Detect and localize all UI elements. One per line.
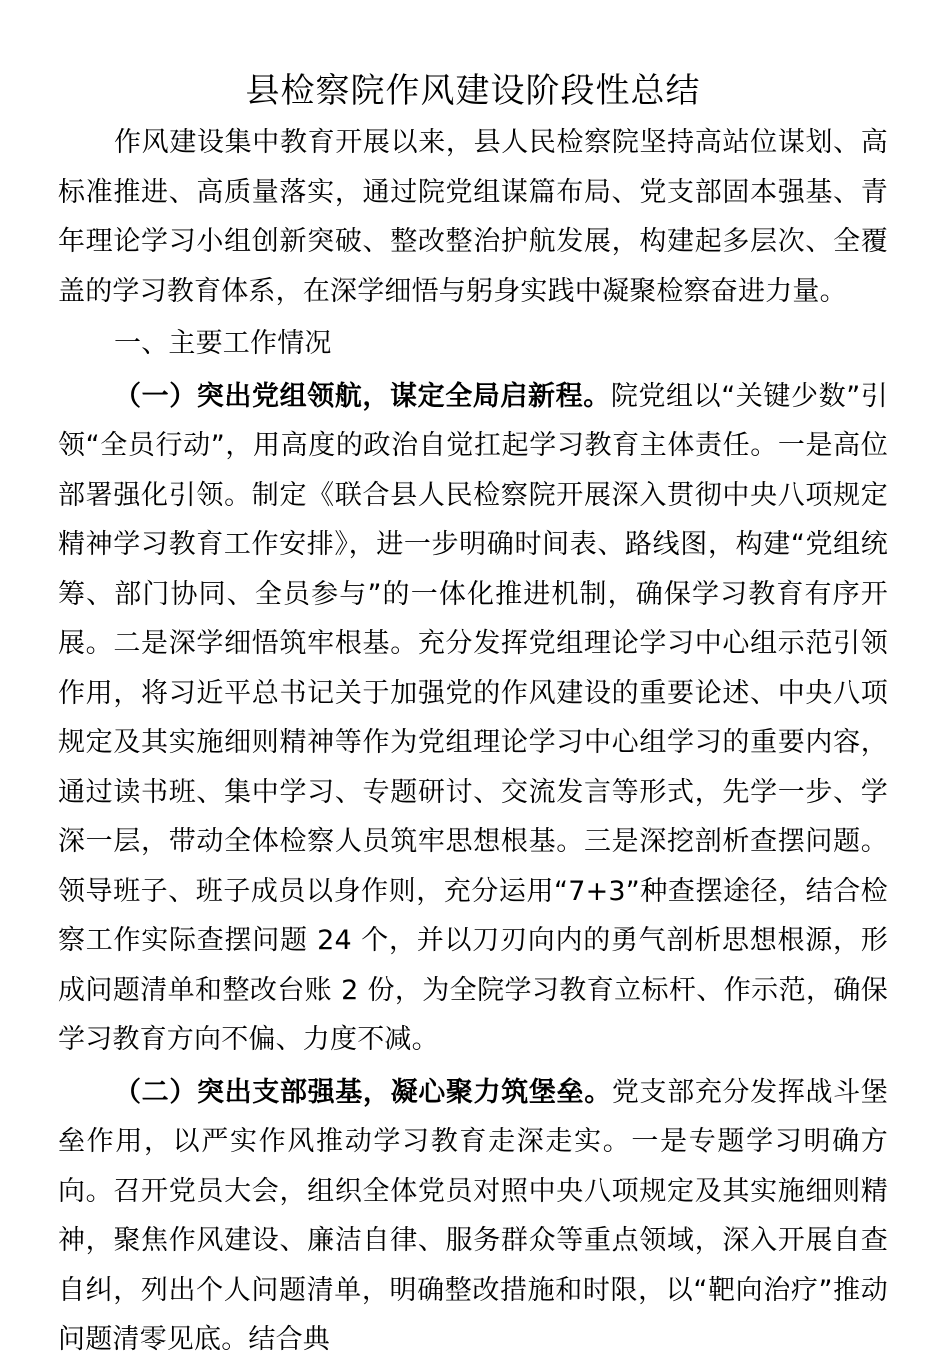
document-title: 县检察院作风建设阶段性总结 — [245, 71, 701, 111]
intro-paragraph: 作风建设集中教育开展以来，县人民检察院坚持高站位谋划、高标准推进、高质量落实，通过院党组谋篇布局、党支部固本强基、青年理论学习小组创新突破、整改整治护航发展，构建起多层次、全覆盖的学习教育体系，在深学细悟与躬身实践中凝聚检察奋进力量。 — [58, 127, 888, 307]
section-1-paragraph — [58, 372, 888, 1065]
section-1-lead: （一）突出党组领航，谋定全局启新程。 — [114, 380, 611, 412]
section-2-lead: （二）突出支部强基，凝心聚力筑堡垒。 — [114, 1076, 612, 1108]
section-2-paragraph — [58, 1068, 888, 1365]
section-1-body: 院党组以“关键少数”引领“全员行动”，用高度的政治自觉扛起学习教育主体责任。一是高位部署强化引领。制定《联合县人民检察院开展深入贯彻中央八项规定精神学习教育工作安排》，进一步明确时间表、路线图，构建“党组统筹、部门协同、全员参与”的一体化推进机制，确保学习教育有序开展。二是深学细悟筑牢根基。充分发挥党组理论学习中心组示范引领作用，将习近平总书记关于加强党的作风建设的重要论述、中央八项规定及其实施细则精神等作为党组理论学习中心组学习的重要内容，通过读书班、集中学习、专题研讨、交流发言等形式，先学一步、学深一层，带动全体检察人员筑牢思想根基。三是深挖剖析查摆问题。领导班子、班子成员以身作则，充分运用“7+3”种查摆途径，结合检察工作实际查摆问题 24 个，并以刀刃向内的勇气剖析思想根源，形成问题清单和整改台账 2 份，为全院学习教育立标杆、作示范，确保学习教育方向不偏、力度不减。 — [58, 380, 888, 1055]
section-2-body: 党支部充分发挥战斗堡垒作用，以严实作风推动学习教育走深走实。一是专题学习明确方向。召开党员大会，组织全体党员对照中央八项规定及其实施细则精神，聚焦作风建设、廉洁自律、服务群众等重点领域，深入开展自查自纠，列出个人问题清单，明确整改措施和时限，以“靶向治疗”推动问题清零见底。结合典 — [58, 1076, 889, 1355]
document-page — [58, 66, 888, 1365]
section-heading-main-work: 一、主要工作情况 — [114, 328, 332, 359]
